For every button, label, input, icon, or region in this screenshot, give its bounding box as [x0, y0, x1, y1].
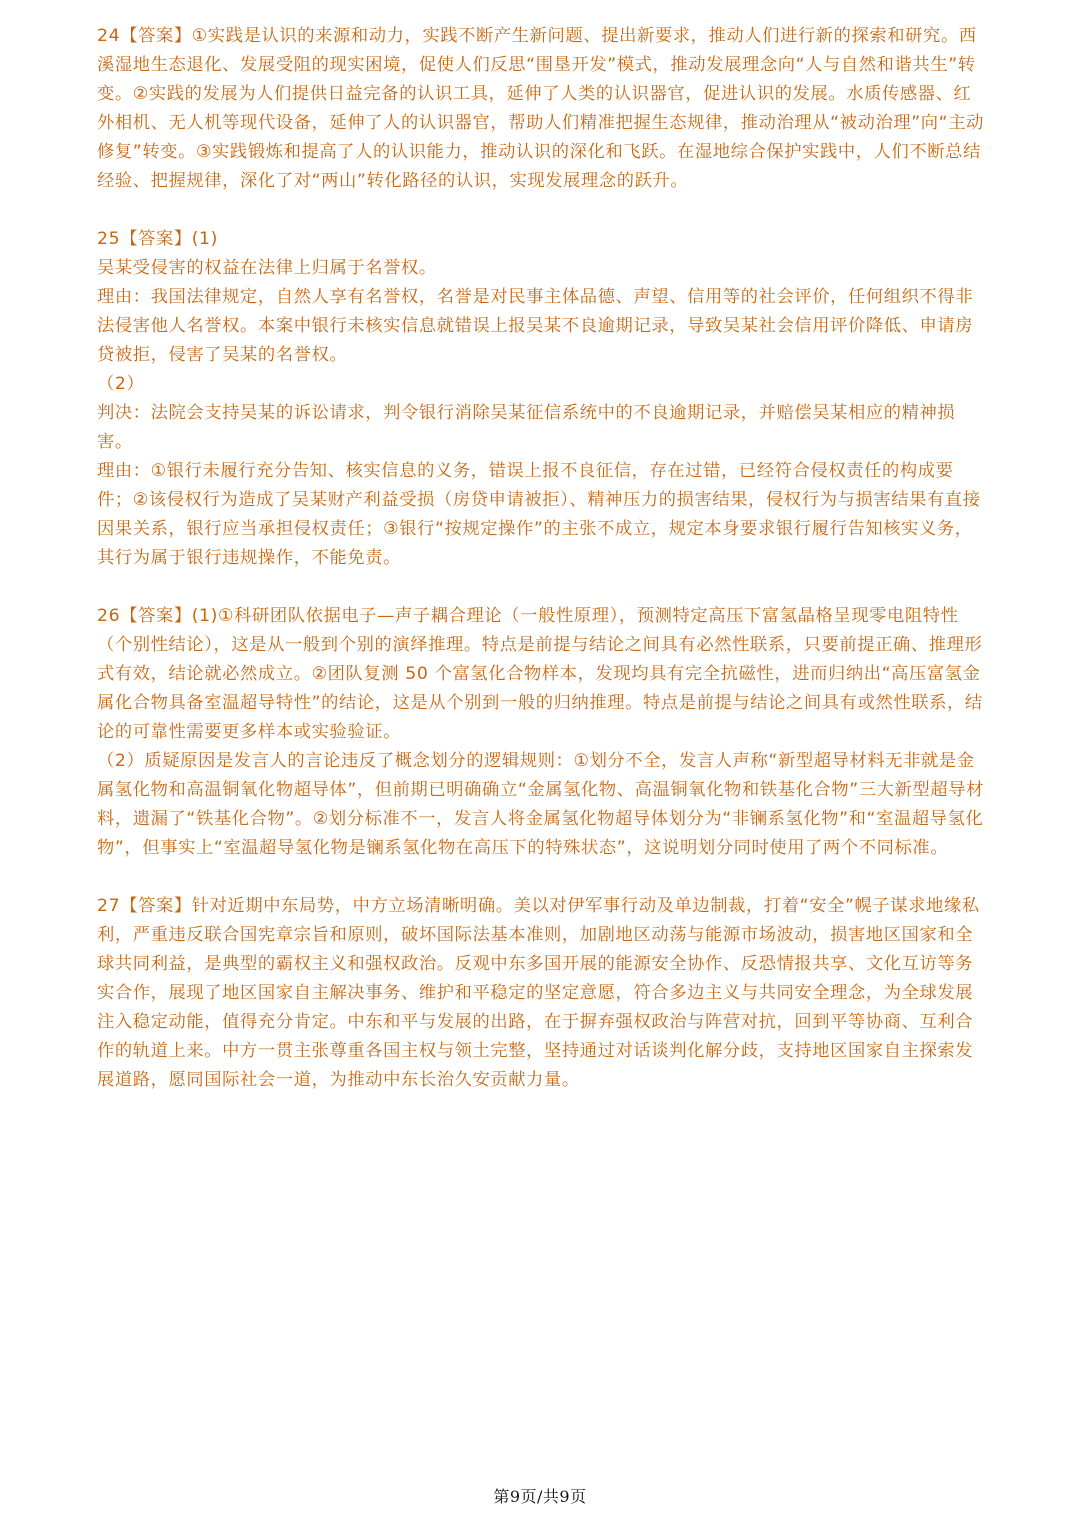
answer-24-text: 24【答案】①实践是认识的来源和动力，实践不断产生新问题、提出新要求，推动人们进行新的探索和研究。西溪湿地生态退化、发展受阻的现实困境，促使人们反思“围垦开发”模式，推动发展理念向“人与自然和谐共生”转变。②实践的发展为人们提供日益完备的认识工具，延伸了人类的认识器官，促进认识的发展。水质传感器、红外相机、无人机等现代设备，延伸了人的认识器官，帮助人们精准把握生态规律，推动治理从“被动治理”向“主动修复”转变。③实践锻炼和提高了人的认识能力，推动认识的深化和飞跃。在湿地综合保护实践中，人们不断总结经验、把握规律，深化了对“两山”转化路径的认识，实现发展理念的跃升。 [97, 26, 984, 191]
answer-25-reason-2: 理由：①银行未履行充分告知、核实信息的义务，错误上报不良征信，存在过错，已经符合侵权责任的构成要件；②该侵权行为造成了吴某财产利益受损（房贷申请被拒）、精神压力的损害结果，侵权行为与损害结果有直接因果关系，银行应当承担侵权责任；③银行“按规定操作”的主张不成立，规定本身要求银行履行告知核实义务，其行为属于银行违规操作，不能免责。 [97, 461, 981, 568]
answer-27 [97, 892, 987, 1095]
page-number: 第9页/共9页 [493, 1487, 587, 1506]
answer-25-part1-heading: 25【答案】(1) [97, 229, 218, 249]
answer-26 [97, 602, 987, 863]
answer-25-rights-statement: 吴某受侵害的权益在法律上归属于名誉权。 [97, 258, 437, 278]
answer-25-part2-heading: （2） [97, 374, 145, 394]
answer-25 [97, 225, 987, 573]
answer-25-judgment: 判决：法院会支持吴某的诉讼请求，判令银行消除吴某征信系统中的不良逾期记录，并赔偿吴某相应的精神损害。 [97, 403, 956, 452]
answer-24 [97, 22, 987, 196]
answer-26-part2: （2）质疑原因是发言人的言论违反了概念划分的逻辑规则：①划分不全，发言人声称“新型超导材料无非就是金属氢化物和高温铜氧化物超导体”，但前期已明确确立“金属氢化物、高温铜氧化物和铁基化合物”三大新型超导材料，遗漏了“铁基化合物”。②划分标准不一，发言人将金属氢化物超导体划分为“非镧系氢化物”和“室温超导氢化物”，但事实上“室温超导氢化物是镧系氢化物在高压下的特殊状态”，这说明划分同时使用了两个不同标准。 [97, 751, 984, 858]
answer-content [97, 22, 987, 1124]
answer-25-reason-1: 理由：我国法律规定，自然人享有名誉权，名誉是对民事主体品德、声望、信用等的社会评价，任何组织不得非法侵害他人名誉权。本案中银行未核实信息就错误上报吴某不良逾期记录，导致吴某社会信用评价降低、申请房贷被拒，侵害了吴某的名誉权。 [97, 287, 974, 365]
answer-26-part1: 26【答案】(1)①科研团队依据电子—声子耦合理论（一般性原理），预测特定高压下富氢晶格呈现零电阻特性（个别性结论），这是从一般到个别的演绎推理。特点是前提与结论之间具有必然性联系，只要前提正确、推理形式有效，结论就必然成立。②团队复测 50 个富氢化合物样本，发现均具有完全抗磁性，进而归纳出“高压富氢金属化合物具备室温超导特性”的结论，这是从个别到一般的归纳推理。特点是前提与结论之间具有或然性联系，结论的可靠性需要更多样本或实验验证。 [97, 606, 983, 742]
answer-27-text: 27【答案】针对近期中东局势，中方立场清晰明确。美以对伊军事行动及单边制裁，打着“安全”幌子谋求地缘私利，严重违反联合国宪章宗旨和原则，破坏国际法基本准则，加剧地区动荡与能源市场波动，损害地区国家和全球共同利益，是典型的霸权主义和强权政治。反观中东多国开展的能源安全协作、反恐情报共享、文化互访等务实合作，展现了地区国家自主解决事务、维护和平稳定的坚定意愿，符合多边主义与共同安全理念，为全球发展注入稳定动能，值得充分肯定。中东和平与发展的出路，在于摒弃强权政治与阵营对抗，回到平等协商、互利合作的轨道上来。中方一贯主张尊重各国主权与领土完整，坚持通过对话谈判化解分歧，支持地区国家自主探索发展道路，愿同国际社会一道，为推动中东长治久安贡献力量。 [97, 896, 980, 1090]
